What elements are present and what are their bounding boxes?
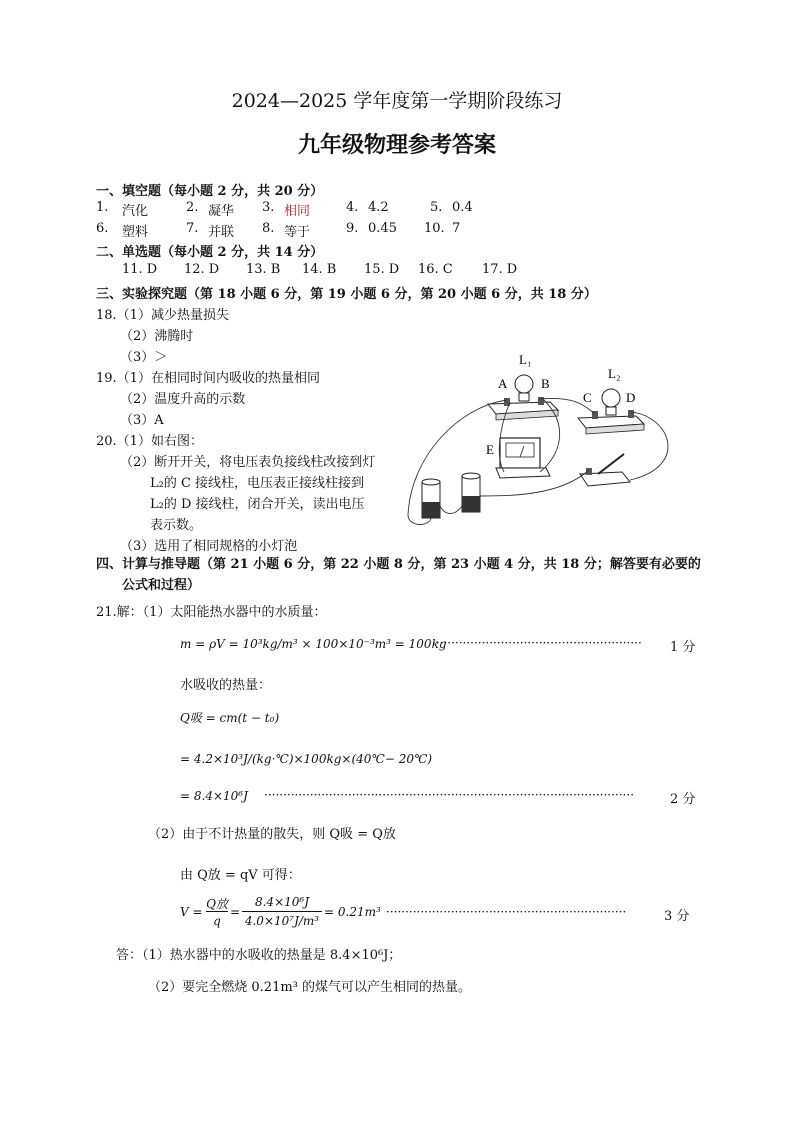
q18-line2: （2）沸腾时 — [120, 329, 194, 344]
mc-answer: 17. D — [482, 262, 518, 277]
mass-score: 1 分 — [670, 640, 696, 655]
section1-heading: 一、填空题（每小题 2 分，共 20 分） — [96, 184, 324, 199]
bulb-l1-icon — [515, 375, 533, 393]
q19-line1: 19.（1）在相同时间内吸收的热量相同 — [96, 371, 320, 386]
from-equation: 由 Q放 = qV 可得： — [180, 868, 301, 883]
vol-den1: q — [213, 914, 221, 928]
label-e: E — [486, 442, 494, 457]
q19-line2: （2）温度升高的示数 — [120, 392, 246, 407]
q10-ans: 7 — [452, 221, 461, 236]
q3-num: 3. — [262, 200, 275, 215]
vol-lhs: V = — [180, 905, 203, 919]
battery-2-top — [462, 473, 480, 479]
q5-num: 5. — [430, 200, 443, 215]
q6-ans: 塑料 — [122, 225, 149, 240]
q6-num: 6. — [96, 221, 109, 236]
terminal-b — [538, 397, 544, 405]
switch-lever — [598, 454, 624, 474]
label-c: C — [583, 390, 592, 405]
section3-heading: 三、实验探究题（第 18 小题 6 分，第 19 小题 6 分，第 20 小题 6 分，共 18 分） — [96, 287, 597, 302]
q21-intro: 21.解：（1）太阳能热水器中的水质量： — [96, 605, 327, 620]
part2-text: （2）由于不计热量的散失，则 Q吸 = Q放 — [148, 827, 396, 842]
label-d: D — [626, 390, 636, 405]
label-a: A — [498, 376, 508, 391]
main-title: 九年级物理参考答案 — [297, 132, 496, 158]
label-b: B — [541, 376, 550, 391]
year-title: 2024—2025 学年度第一学期阶段练习 — [231, 90, 563, 112]
heat-equation-3: = 8.4×10⁶J — [180, 789, 248, 803]
q19-line3: （3）A — [120, 413, 164, 428]
mc-answer: 14. B — [302, 262, 337, 277]
q3-ans: 相同 — [284, 204, 311, 219]
battery-2-band — [462, 496, 480, 512]
section4-heading-cont: 公式和过程） — [122, 578, 201, 593]
q20-line6: （3）选用了相同规格的小灯泡 — [120, 539, 298, 554]
q10-num: 10. — [424, 221, 445, 236]
heat-equation-1: Q吸 = cm(t − t₀) — [180, 711, 280, 725]
label-l1: L₁ — [519, 352, 532, 367]
battery-1-top — [422, 479, 440, 485]
q18-line3: （3）＞ — [120, 350, 168, 365]
voltmeter-base — [496, 468, 550, 478]
wire — [440, 506, 462, 514]
dotted-leader: ································································································· — [264, 788, 635, 802]
volume-score: 3 分 — [664, 909, 690, 924]
answer-2: （2）要完全燃烧 0.21m³ 的煤气可以产生相同的热量。 — [148, 980, 472, 995]
battery-1-band — [422, 502, 440, 518]
q5-ans: 0.4 — [452, 200, 473, 215]
q7-num: 7. — [186, 221, 199, 236]
q20-line4: L₂的 D 接线柱，闭合开关，读出电压 — [150, 497, 365, 512]
bulb-l1-base — [519, 393, 529, 401]
voltmeter-dial — [506, 443, 534, 457]
q20-line1: 20.（1）如右图： — [96, 434, 203, 449]
label-l2: L₂ — [608, 366, 621, 381]
heat-equation-2: = 4.2×10³J/(kg·℃)×100kg×(40℃− 20℃) — [180, 752, 433, 766]
q4-num: 4. — [346, 200, 359, 215]
q2-num: 2. — [186, 200, 199, 215]
dotted-leader: ······················································· — [432, 636, 642, 650]
q1-num: 1. — [96, 200, 109, 215]
q9-num: 9. — [346, 221, 359, 236]
dotted-leader: ······························································· — [386, 905, 627, 919]
mc-answer: 16. C — [418, 262, 453, 277]
vol-rhs: = 0.21m³ — [324, 905, 381, 919]
q4-ans: 4.2 — [368, 200, 389, 215]
q1-ans: 汽化 — [122, 204, 149, 219]
vol-num2: 8.4×10⁶J — [254, 895, 310, 909]
volume-equation: V = Q放 q = 8.4×10⁶J 4.0×10⁷J/m³ = 0.21m³ — [180, 895, 381, 928]
terminal-d — [628, 410, 634, 418]
q18-line1: 18.（1）减少热量损失 — [96, 308, 229, 323]
bulb-l2-base — [606, 407, 616, 415]
q2-ans: 凝华 — [208, 204, 235, 219]
vol-den2: 4.0×10⁷J/m³ — [244, 914, 320, 928]
mc-answer: 12. D — [184, 262, 220, 277]
circuit-diagram — [400, 346, 710, 536]
heat-label: 水吸收的热量： — [180, 678, 272, 693]
mc-answer: 11. D — [122, 262, 158, 277]
section4-heading: 四、计算与推导题（第 21 小题 6 分，第 22 小题 8 分，第 23 小题 4 分，共 18 分；解答要有必要的 — [96, 557, 701, 572]
q8-ans: 等于 — [284, 225, 311, 240]
answer-1: 答：（1）热水器中的水吸收的热量是 8.4×10⁶J； — [116, 948, 402, 963]
mc-answer: 13. B — [246, 262, 281, 277]
q20-line3: L₂的 C 接线柱，电压表正接线柱接到 — [150, 476, 365, 491]
vol-num1: Q放 — [206, 897, 228, 911]
q8-num: 8. — [262, 221, 275, 236]
mass-equation: m = ρV = 10³kg/m³ × 100×10⁻³m³ = 100kg — [180, 637, 447, 651]
q9-ans: 0.45 — [368, 221, 397, 236]
mc-answer: 15. D — [364, 262, 400, 277]
section2-heading: 二、单选题（每小题 2 分，共 14 分） — [96, 245, 324, 260]
q7-ans: 并联 — [208, 225, 235, 240]
q20-line5: 表示数。 — [150, 518, 203, 533]
q20-line2: （2）断开开关，将电压表负接线柱改接到灯 — [120, 455, 376, 470]
heat-score: 2 分 — [670, 792, 696, 807]
bulb-l2-icon — [602, 389, 620, 407]
